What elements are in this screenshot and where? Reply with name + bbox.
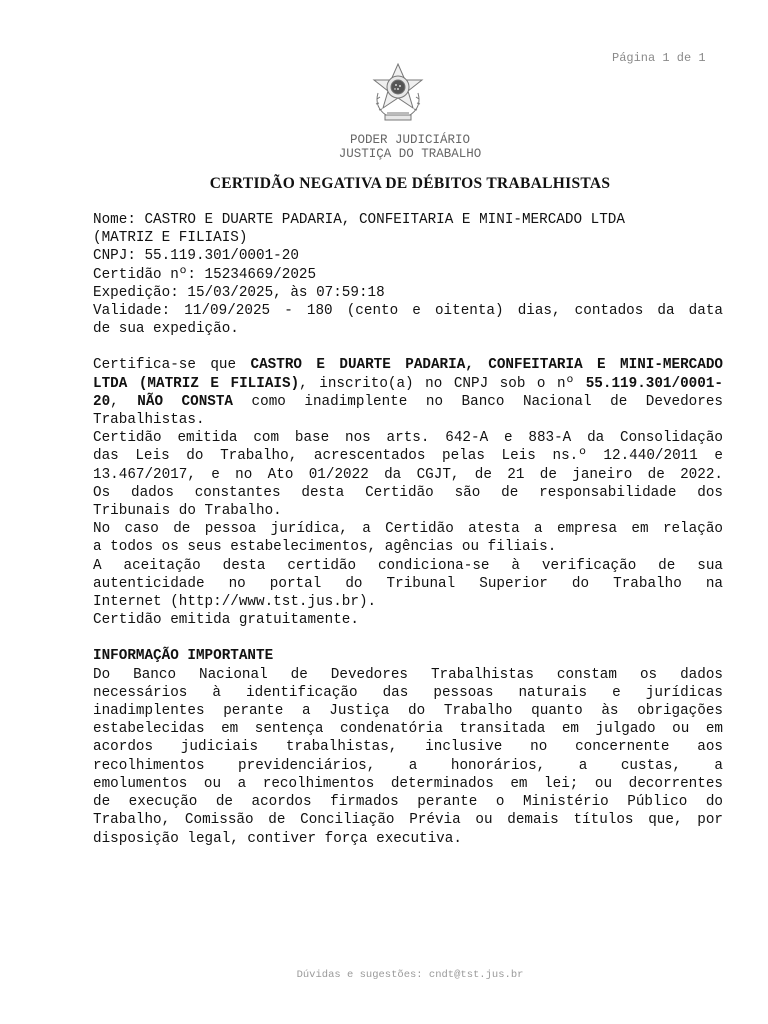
important-line-9: Trabalho, Comissão de Conciliação Prévia ou demais títulos que, por (93, 812, 723, 829)
body-line-2: LTDA (MATRIZ E FILIAIS), inscrito(a) no CNPJ sob o nº 55.119.301/0001- (93, 375, 723, 392)
important-line-6: recolhimentos previdenciários, a honorários, a custas, a (93, 757, 723, 774)
body-line-15: Certidão emitida gratuitamente. (93, 612, 359, 629)
cnpj-bold: 55.119.301/0001- (585, 375, 723, 392)
certificate-content (93, 211, 723, 848)
info-issue-date: Expedição: 15/03/2025, às 07:59:18 (93, 284, 385, 301)
body-line-14: Internet (http://www.tst.jus.br). (93, 594, 377, 611)
organization-name (0, 133, 768, 161)
body-line-9: Tribunais do Trabalho. (93, 503, 282, 520)
body-line-12: A aceitação desta certidão condiciona-se à verificação de sua (93, 557, 723, 574)
org-line-1: PODER JUDICIÁRIO (349, 133, 471, 147)
body-line-11: a todos os seus estabelecimentos, agências ou filiais. (93, 539, 557, 556)
important-heading: INFORMAÇÃO IMPORTANTE (93, 648, 274, 665)
status-nao-consta: NÃO CONSTA (137, 393, 234, 410)
body-line-10: No caso de pessoa jurídica, a Certidão atesta a empresa em relação (93, 521, 723, 538)
important-line-5: acordos judiciais trabalhistas, inclusive no concernente aos (93, 739, 723, 756)
important-line-2: necessários à identificação das pessoas naturais e jurídicas (93, 684, 723, 701)
body-line-4: Trabalhistas. (93, 412, 205, 429)
body-line-13: autenticidade no portal do Tribunal Superior do Trabalho na (93, 575, 723, 592)
info-cnpj: CNPJ: 55.119.301/0001-20 (93, 248, 299, 265)
body-line-8: Os dados constantes desta Certidão são de responsabilidade dos (93, 484, 723, 501)
body-line-3: 20, NÃO CONSTA como inadimplente no Banco Nacional de Devedores (93, 393, 724, 410)
document-title: CERTIDÃO NEGATIVA DE DÉBITOS TRABALHISTAS (209, 175, 611, 192)
page-indicator: Página 1 de 1 (612, 51, 706, 65)
important-line-3: inadimplentes perante a Justiça do Trabalho quanto às obrigações (93, 703, 723, 720)
footer-contact: Dúvidas e sugestões: cndt@tst.jus.br (296, 969, 524, 981)
body-line-5: Certidão emitida com base nos arts. 642-A e 883-A da Consolidação (93, 430, 723, 447)
important-line-8: de execução de acordos firmados perante o Ministério Público do (93, 794, 723, 811)
important-line-10: disposição legal, contiver força executiva. (93, 830, 462, 847)
brazil-coat-of-arms-icon (372, 63, 424, 123)
body-line-6: das Leis do Trabalho, acrescentados pelas Leis ns.º 12.440/2011 e (93, 448, 723, 465)
body-line-7: 13.467/2017, e no Ato 01/2022 da CGJT, de 21 de janeiro de 2022. (93, 466, 723, 483)
important-line-1: Do Banco Nacional de Devedores Trabalhistas constam os dados (93, 666, 723, 683)
info-name-line-1: Nome: CASTRO E DUARTE PADARIA, CONFEITARIA E MINI-MERCADO LTDA (93, 212, 625, 228)
company-name-bold: CASTRO E DUARTE PADARIA, CONFEITARIA E MINI-MERCADO (250, 357, 723, 374)
info-validity-line-2: de sua expedição. (93, 321, 239, 338)
info-certificate-number: Certidão nº: 15234669/2025 (93, 266, 317, 283)
body-line-1: Certifica-se que CASTRO E DUARTE PADARIA, CONFEITARIA E MINI-MERCADO (93, 357, 723, 374)
important-line-7: emolumentos ou a recolhimentos determinados em lei; ou decorrentes (93, 775, 723, 792)
important-line-4: estabelecidas em sentença condenatória transitada em julgado ou em (93, 721, 723, 738)
org-line-2: JUSTIÇA DO TRABALHO (338, 147, 482, 161)
info-validity-line-1: Validade: 11/09/2025 - 180 (cento e oitenta) dias, contados da data (93, 303, 723, 320)
info-name-line-2: (MATRIZ E FILIAIS) (93, 230, 248, 247)
